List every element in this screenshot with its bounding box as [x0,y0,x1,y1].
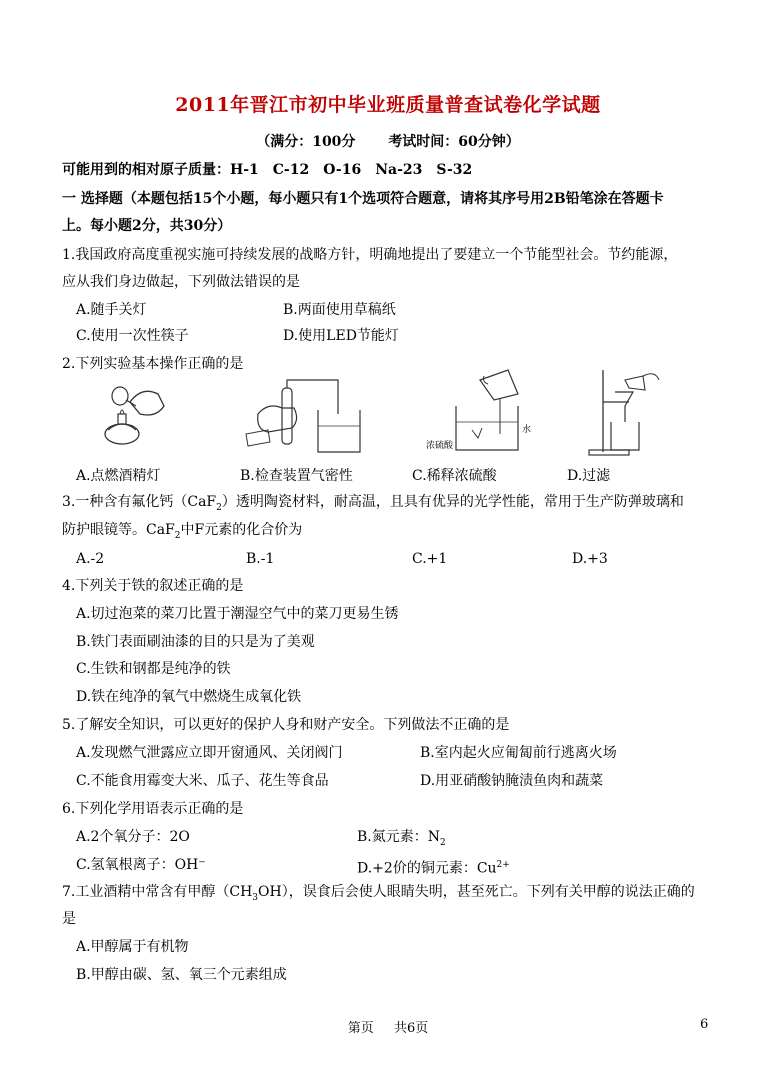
atomic-mass-line: 可能用到的相对原子质量：H-1 C-12 O-16 Na-23 S-32 [62,162,473,178]
q4-option-c: C.生铁和钢都是纯净的铁 [76,661,231,677]
q4-option-a: A.切过泡菜的菜刀比置于潮湿空气中的菜刀更易生锈 [76,606,399,622]
exam-time: 考试时间：60分钟） [388,134,520,150]
q3-stem-line1: 3.一种含有氟化钙（CaF$_2$）透明陶瓷材料，耐高温，且具有优异的光学性能，常用于生产防弹玻璃和 [62,494,684,513]
exam-subtitle [0,131,776,151]
q6-option-a: A.2个氧分子：2O [76,829,190,845]
q5-option-b: B.室内起火应匍匐前行逃离火场 [420,745,617,761]
q5-option-c: C.不能食用霉变大米、瓜子、花生等食品 [76,773,329,789]
q2-option-d: D.过滤 [567,468,611,484]
q3-option-c: C.+1 [412,551,448,567]
page-footer [0,1017,776,1036]
dilute-acid-figure [418,366,546,456]
footer-total: 共6页 [393,1021,429,1036]
q5-stem: 5.了解安全知识，可以更好的保护人身和财产安全。下列做法不正确的是 [62,717,510,733]
footer-page: 第页 [347,1021,374,1036]
q1-option-c: C.使用一次性筷子 [76,328,189,344]
q3-stem-line2: 防护眼镜等。CaF$_2$中F元素的化合价为 [62,522,303,541]
full-score: （满分：100分 [256,134,356,150]
filtration-figure [585,366,665,458]
q1-option-b: B.两面使用草稿纸 [283,302,396,318]
q7-stem-line1: 7.工业酒精中常含有甲醇$(CH_3OH)$，误食后会使人眼睛失明，甚至死亡。下列有关甲醇的说法正确的 [62,884,695,903]
section-heading-2: 上。每小题2分，共30分） [62,218,232,234]
airtightness-figure [238,372,366,456]
q1-option-a: A.随手关灯 [76,302,147,318]
q1-stem-line1: 1.我国政府高度重视实施可持续发展的战略方针，明确地提出了要建立一个节能型社会。节约能源， [62,247,678,263]
page-number: 6 [700,1017,709,1032]
q3-option-d: D.+3 [572,551,608,567]
q3-option-a: A.-2 [76,551,105,567]
fig-c-label-acid: 浓硫酸 [426,440,454,450]
q6-option-c: C.氢氧根离子：OH⁻ [76,857,206,873]
q4-option-d: D.铁在纯净的氧气中燃烧生成氧化铁 [76,689,302,705]
fig-c-label-water: 水 [522,424,532,434]
q5-option-d: D.用亚硝酸钠腌渍鱼肉和蔬菜 [420,773,604,789]
alcohol-lamp-figure [100,372,172,452]
section-heading-1: 一 选择题（本题包括15个小题，每小题只有1个选项符合题意，请将其序号用2B铅笔涂在答题卡 [62,191,664,207]
q2-option-a: A.点燃酒精灯 [76,468,161,484]
q5-option-a: A.发现燃气泄露应立即开窗通风、关闭阀门 [76,745,343,761]
q4-option-b: B.铁门表面刷油漆的目的只是为了美观 [76,634,315,650]
q1-option-d: D.使用LED节能灯 [283,328,399,344]
q2-option-c: C.稀释浓硫酸 [412,468,497,484]
exam-title: 2011年晋江市初中毕业班质量普查试卷化学试题 [175,94,601,116]
q6-option-b: B.氮元素：$N_2$ [357,829,446,848]
q1-stem-line2: 应从我们身边做起，下列做法错误的是 [62,274,300,290]
q2-stem: 2.下列实验基本操作正确的是 [62,356,244,372]
q7-stem-line2: 是 [62,911,76,927]
q7-option-b: B.甲醇由碳、氢、氧三个元素组成 [76,967,287,983]
q2-option-b: B.检查装置气密性 [240,468,353,484]
q3-option-b: B.-1 [246,551,275,567]
q7-option-a: A.甲醇属于有机物 [76,939,189,955]
q6-stem: 6.下列化学用语表示正确的是 [62,801,244,817]
q4-stem: 4.下列关于铁的叙述正确的是 [62,578,244,594]
q6-option-d: D.+2价的铜元素：$Cu^{2+}$ [357,860,510,877]
